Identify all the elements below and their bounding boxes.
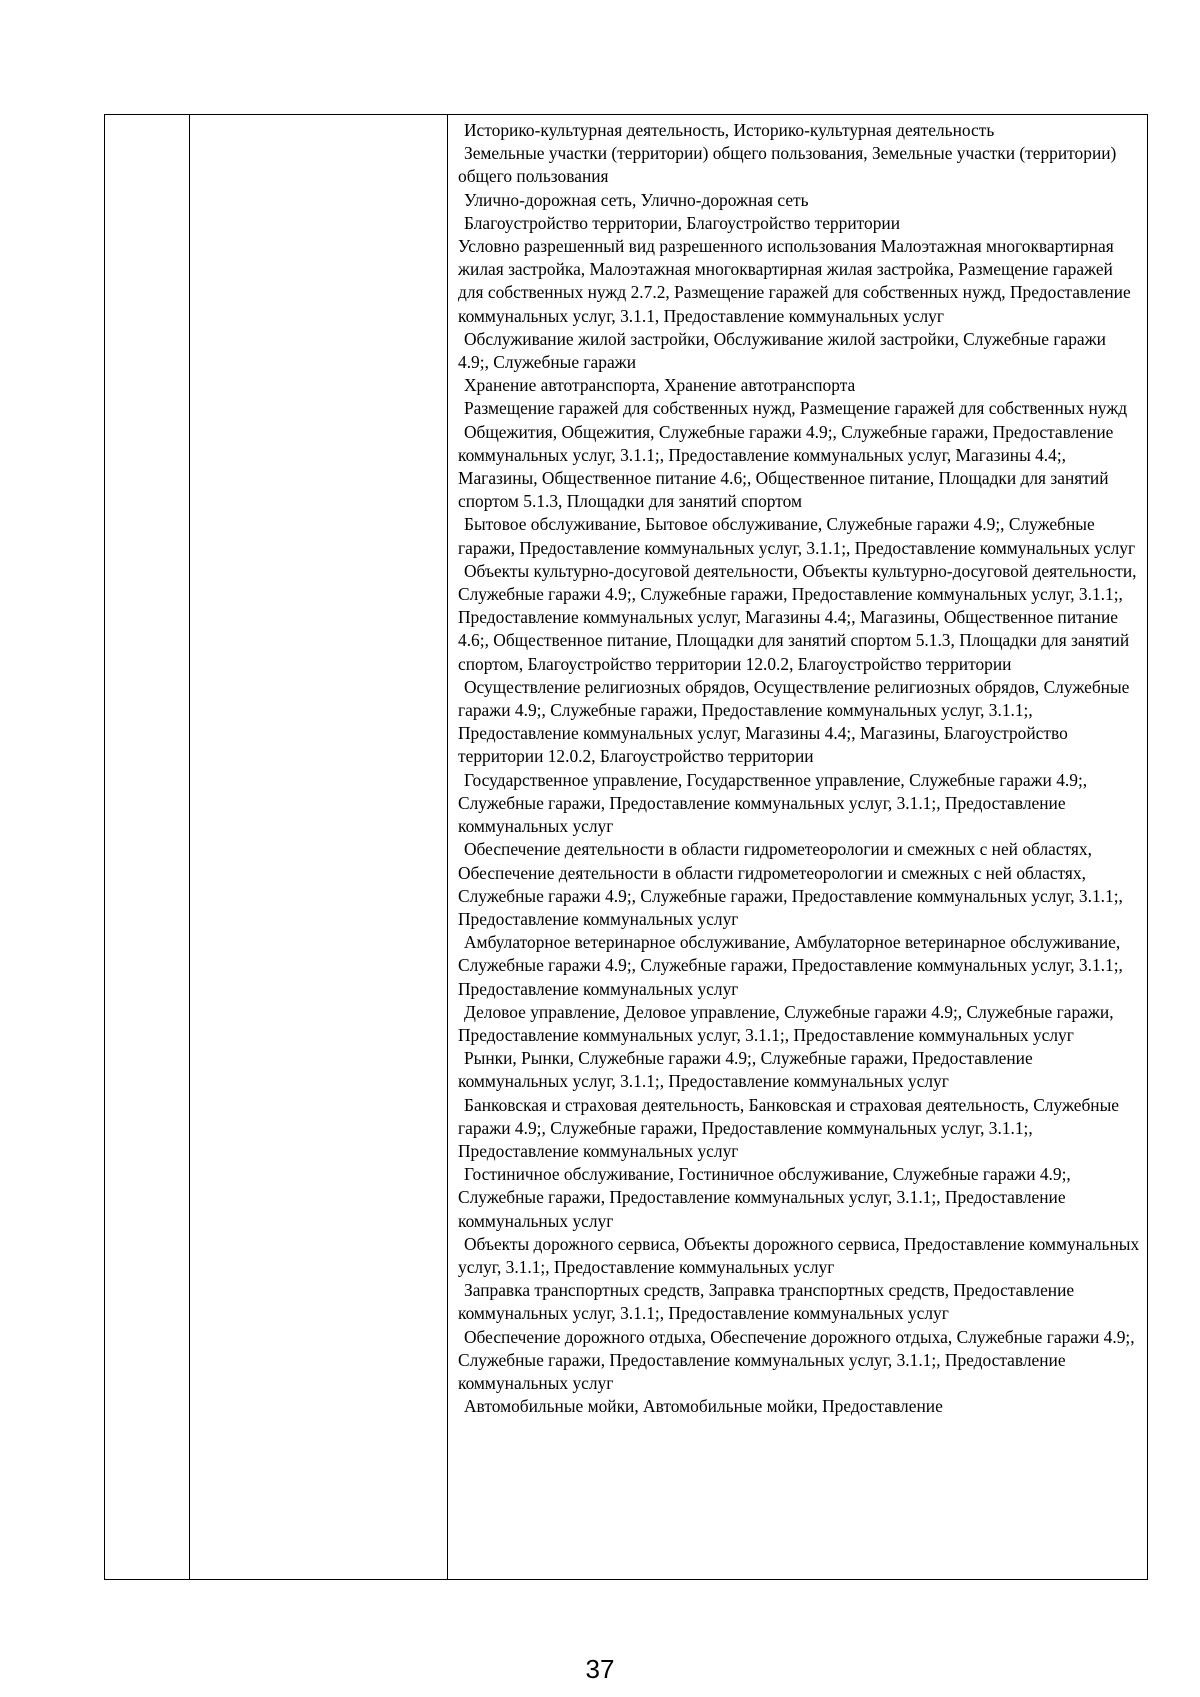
permitted-use-entry: Заправка транспортных средств, Заправка транспортных средств, Предоставление коммунальных услуг, 3.1.1;, Предоставление коммунальных услуг — [458, 1280, 1075, 1324]
page-number: 37 — [585, 1654, 615, 1684]
permitted-uses-list — [458, 119, 1141, 1418]
permitted-use-entry: Земельные участки (территории) общего пользования, Земельные участки (территории) общего пользования — [458, 143, 1117, 187]
permitted-use-entry: Обслуживание жилой застройки, Обслуживание жилой застройки, Служебные гаражи 4.9;, Служебные гаражи — [458, 328, 1106, 373]
permitted-use-entry: Условно разрешенный вид разрешенного использования Малоэтажная многоквартирная жилая застройка, Малоэтажная многоквартирная жилая застройка, Размещение гаражей для собственных нужд 2.7.2, Размещение гаражей для собственных нужд, Предоставление коммунальных услуг, 3.1.1, Предоставление коммунальных услуг — [458, 236, 1131, 326]
land-use-table — [104, 114, 1148, 1580]
table-cell-number — [105, 115, 190, 1580]
permitted-use-entry: Гостиничное обслуживание, Гостиничное обслуживание, Служебные гаражи 4.9;, Служебные гаражи, Предоставление коммунальных услуг, 3.1.1;, Предоставление коммунальных услуг — [458, 1164, 1071, 1231]
permitted-use-entry: Общежития, Общежития, Служебные гаражи 4.9;, Служебные гаражи, Предоставление коммунальных услуг, 3.1.1;, Предоставление коммунальных услуг, Магазины 4.4;, Магазины, Общественное питание 4.6;, Общественное питание, Площадки для занятий спортом 5.1.3, Площадки для занятий спортом — [458, 421, 1114, 512]
permitted-use-entry: Рынки, Рынки, Служебные гаражи 4.9;, Служебные гаражи, Предоставление коммунальных услуг, 3.1.1;, Предоставление коммунальных услуг — [458, 1048, 1033, 1092]
permitted-use-entry: Государственное управление, Государственное управление, Служебные гаражи 4.9;, Служебные гаражи, Предоставление коммунальных услуг, 3.1.1;, Предоставление коммунальных услуг — [458, 769, 1088, 837]
permitted-use-entry: Осуществление религиозных обрядов, Осуществление религиозных обрядов, Служебные гаражи 4.9;, Служебные гаражи, Предоставление коммунальных услуг, 3.1.1;, Предоставление коммунальных услуг, Магазины 4.4;, Магазины, Благоустройство территории 12.0.2, Благоустройство территории — [458, 676, 1130, 767]
permitted-use-entry: Размещение гаражей для собственных нужд, Размещение гаражей для собственных нужд — [464, 398, 1128, 419]
permitted-use-entry: Обеспечение дорожного отдыха, Обеспечение дорожного отдыха, Служебные гаражи 4.9;, Служебные гаражи, Предоставление коммунальных услуг, 3.1.1;, Предоставление коммунальных услуг — [458, 1326, 1135, 1393]
permitted-use-entry: Автомобильные мойки, Автомобильные мойки, Предоставление — [464, 1396, 943, 1417]
permitted-use-entry: Историко-культурная деятельность, Историко-культурная деятельность — [464, 120, 995, 140]
table-cell-permitted-uses — [448, 115, 1148, 1580]
permitted-use-entry: Благоустройство территории, Благоустройство территории — [464, 212, 901, 233]
table-row — [105, 115, 1148, 1580]
permitted-use-entry: Банковская и страховая деятельность, Банковская и страховая деятельность, Служебные гаражи 4.9;, Служебные гаражи, Предоставление коммунальных услуг, 3.1.1;, Предоставление коммунальных услуг — [458, 1094, 1120, 1161]
permitted-use-entry: Хранение автотранспорта, Хранение автотранспорта — [464, 375, 856, 396]
permitted-use-entry: Обеспечение деятельности в области гидрометеорологии и смежных с ней областях, Обеспечение деятельности в области гидрометеорологии и смежных с ней областях, Служебные гаражи 4.9;, Служебные гаражи, Предоставление коммунальных услуг, 3.1.1;, Предоставление коммунальных услуг — [458, 839, 1123, 929]
permitted-use-entry: Улично-дорожная сеть, Улично-дорожная сеть — [464, 189, 809, 210]
permitted-use-entry: Амбулаторное ветеринарное обслуживание, Амбулаторное ветеринарное обслуживание, Служебные гаражи 4.9;, Служебные гаражи, Предоставление коммунальных услуг, 3.1.1;, Предоставление коммунальных услуг — [458, 932, 1123, 999]
permitted-use-entry: Бытовое обслуживание, Бытовое обслуживание, Служебные гаражи 4.9;, Служебные гаражи, Предоставление коммунальных услуг, 3.1.1;, Предоставление коммунальных услуг — [458, 514, 1136, 558]
table-cell-zone — [190, 115, 448, 1580]
permitted-use-entry: Объекты культурно-досуговой деятельности, Объекты культурно-досуговой деятельности, Служебные гаражи 4.9;, Служебные гаражи, Предоставление коммунальных услуг, 3.1.1;, Предоставление коммунальных услуг, Магазины 4.4;, Магазины, Общественное питание 4.6;, Общественное питание, Площадки для занятий спортом 5.1.3, Площадки для занятий спортом, Благоустройство территории 12.0.2, Благоустройство территории — [458, 560, 1137, 674]
permitted-use-entry: Объекты дорожного сервиса, Объекты дорожного сервиса, Предоставление коммунальных услуг, 3.1.1;, Предоставление коммунальных услуг — [458, 1233, 1140, 1277]
permitted-use-entry: Деловое управление, Деловое управление, Служебные гаражи 4.9;, Служебные гаражи, Предоставление коммунальных услуг, 3.1.1;, Предоставление коммунальных услуг — [458, 1001, 1114, 1045]
